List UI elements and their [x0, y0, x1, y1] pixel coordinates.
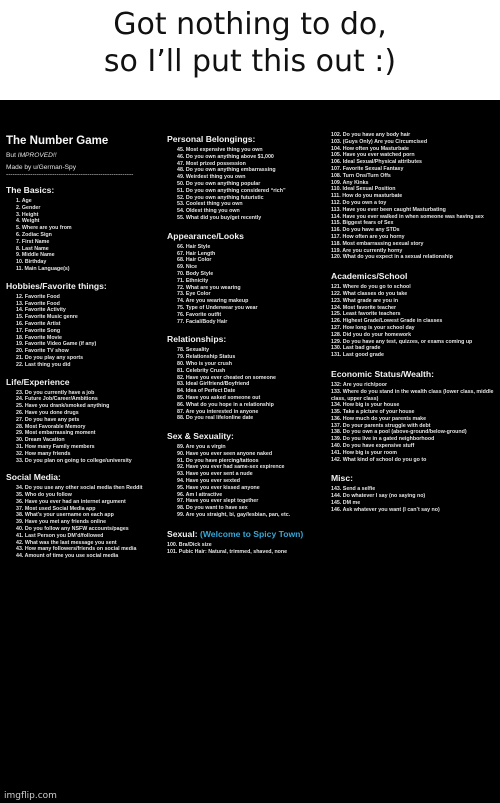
list-item: 66. Hair Style	[177, 243, 211, 250]
list-item: 90. Have you ever seen anyone naked	[177, 450, 273, 457]
list-item: 69. Nice	[177, 264, 198, 271]
list-item: 126. Highest Grade/Lowest Grade in classes	[331, 318, 443, 325]
list-item: 45. Most expensive thing you own	[177, 147, 263, 153]
list-item: 30. Dream Vacation	[16, 437, 65, 444]
list-item: 52. Do you own anything futuristic	[177, 194, 264, 201]
list-item: 143. Send a selfie	[331, 486, 376, 493]
list-item: 50. Do you own anything popular	[177, 180, 261, 187]
list-item: 26. Have you done drugs	[16, 409, 79, 416]
list-item: 25. Have you drank/smoked anything	[16, 403, 110, 410]
list-item: 83. Ideal Girlfriend/Boyfriend	[177, 381, 250, 388]
section-heading-sexual: Sexual: (Welcome to Spicy Town)	[167, 528, 304, 539]
list-item: 130. Last bad grade	[331, 345, 381, 352]
divider-line: ----------------------------------------------------------	[6, 172, 134, 178]
list-item: 108. Turn Ons/Turn Offs	[331, 172, 391, 179]
list-item: 136. How much do your parents make	[331, 415, 427, 422]
list-item: 111. How do you masturbate	[331, 193, 403, 200]
list-item: 103. (Guys Only) Are you Circumcised	[331, 138, 428, 145]
list-item: 23. Do you currently have a job	[16, 389, 95, 396]
list-belongings	[167, 147, 327, 222]
panel-title: The Number Game	[6, 135, 109, 147]
list-item: 123. What grade are you in	[331, 297, 399, 304]
list-item: 48. Do you own anything embarrassing	[177, 167, 276, 174]
list-item: 99. Are you straight, bi, gay/lesbian, pan, etc.	[177, 512, 291, 519]
list-basics	[6, 198, 158, 273]
list-item: 14. Favorite Activity	[16, 307, 66, 314]
list-item: 16. Favorite Artist	[16, 320, 61, 327]
list-item: 115. Biggest fears of Sex	[331, 220, 394, 227]
list-item: 119. Are you currently horny	[331, 247, 403, 254]
list-life	[6, 390, 158, 465]
section-heading-social: Social Media:	[6, 472, 61, 483]
list-item: 87. Are you interested in anyone	[177, 408, 259, 415]
list-item: 86. What do you hope in a relationship	[177, 401, 274, 408]
list-item: 13. Favorite Food	[16, 300, 60, 307]
list-item: 44. Amount of time you use social media	[16, 553, 119, 560]
section-heading-belongings: Personal Belongings:	[167, 134, 256, 144]
list-item: 22. Last thing you did	[16, 361, 71, 368]
list-item: 41. Last Person you DM’d/followed	[16, 532, 104, 539]
list-item: 94. Have you ever sexted	[177, 478, 241, 485]
list-item: 89. Are you a virgin	[177, 444, 226, 451]
list-item: 29. Most embarrassing moment	[16, 430, 96, 437]
list-item: 35. Who do you follow	[16, 492, 72, 499]
list-item: 51. Do you own anything considered “rich”	[177, 187, 286, 194]
list-item: 79. Relationship Status	[177, 354, 236, 361]
list-sexual	[167, 542, 327, 556]
list-item: 139. Do you live in a gated neighborhood	[331, 436, 435, 443]
list-item: 137. Do your parents struggle with debt	[331, 422, 431, 429]
list-item: 10. Birthday	[16, 259, 47, 266]
list-item: 38. What’s your username on each app	[16, 512, 114, 519]
list-item: 145. DM me	[331, 500, 361, 507]
list-item: 33. Do you plan on going to college/university	[16, 457, 132, 464]
list-item: 117. How often are you horny	[331, 233, 405, 240]
list-item: 7. First Name	[16, 238, 50, 245]
section-heading-hobbies: Hobbies/Favorite things:	[6, 280, 107, 291]
list-item: 54. Oldest thing you own	[177, 208, 240, 215]
section-heading-looks: Appearance/Looks	[167, 230, 244, 241]
list-item: 97. Have you ever slept together	[177, 498, 259, 505]
section-heading-sex: Sex & Sexuality:	[167, 431, 234, 442]
list-item: 122. What classes do you take	[331, 290, 408, 297]
list-item: 127. How long is your school day	[331, 324, 415, 331]
list-item: 140. Do you have expensive stuff	[331, 443, 415, 450]
list-item: 146. Ask whatever you want (I can’t say no)	[331, 506, 440, 513]
list-item: 75. Type of Underwear you wear	[177, 304, 258, 311]
list-item: 121. Where do you go to school	[331, 284, 411, 291]
list-item: 53. Coolest thing you own	[177, 201, 243, 208]
list-item: 120. What do you expect in a sexual relationship	[331, 254, 453, 261]
list-item: 93. Have you ever sent a nude	[177, 471, 253, 478]
list-item: 1. Age	[16, 198, 32, 204]
list-item: 114. Have you ever walked in when someone was having sex	[331, 213, 484, 220]
list-relationships	[167, 347, 327, 422]
list-item: 84. Idea of Perfect Date	[177, 388, 236, 395]
list-item: 116. Do you have any STDs	[331, 227, 400, 234]
list-item: 125. Least favorite teachers	[331, 311, 401, 318]
list-item: 124. Most favorite teacher	[331, 304, 397, 311]
list-item: 106. Ideal Sexual/Physical attributes	[331, 159, 422, 166]
list-item: 46. Do you own anything above $1,000	[177, 153, 274, 160]
list-item: 73. Eye Color	[177, 291, 211, 298]
list-academics	[331, 284, 497, 359]
section-heading-academics: Academics/School	[331, 271, 408, 282]
list-item: 74. Are you wearing makeup	[177, 298, 249, 305]
section-heading-relationships: Relationships:	[167, 334, 227, 345]
subtitle-author: Made by u/German-Spy	[6, 164, 76, 171]
list-item: 128. Did you do your homework	[331, 331, 412, 338]
list-item: 132: Are you rich/poor	[331, 381, 388, 388]
list-item: 3. Height	[16, 211, 39, 218]
list-item: 55. What did you buy/get recently	[177, 214, 262, 221]
list-item: 118. Most embarrassing sexual story	[331, 240, 424, 247]
list-economic	[331, 382, 497, 464]
list-item: 76. Favorite outfit	[177, 311, 222, 318]
list-item: 18. Favorite Movie	[16, 334, 62, 341]
list-item: 104. How often you Masturbate	[331, 145, 409, 152]
list-item: 8. Last Name	[16, 245, 49, 252]
list-item: 72. What are you wearing	[177, 284, 241, 291]
list-item: 71. Ethnicity	[177, 277, 209, 284]
list-item: 129. Do you have any test, quizzes, or exams coming up	[331, 338, 473, 345]
list-item: 5. Where are you from	[16, 225, 72, 232]
caption-line-1: Got nothing to do,	[113, 7, 387, 42]
list-item: 91. Do you have piercing/tattoos	[177, 457, 259, 464]
list-item: 144. Do whatever I say (no saying no)	[331, 493, 426, 500]
column-2	[167, 100, 327, 555]
list-item: 113. Have you ever been caught Masturbating	[331, 206, 446, 213]
list-item: 135. Take a picture of your house	[331, 409, 415, 416]
list-item: 107. Favorite Sexual Fantasy	[331, 165, 404, 172]
list-item: 82. Have you ever cheated on someone	[177, 374, 276, 381]
section-heading-misc: Misc:	[331, 473, 353, 484]
list-item: 31. How many Family members	[16, 443, 95, 450]
list-item: 20. Favorite TV show	[16, 348, 69, 355]
list-item: 34. Do you use any other social media then Reddit	[16, 485, 143, 492]
list-item: 131. Last good grade	[331, 352, 384, 359]
list-item: 17. Favorite Song	[16, 327, 61, 334]
list-item: 134. How big is your house	[331, 402, 400, 409]
list-item: 109. Any Kinks	[331, 179, 369, 186]
section-heading-basics: The Basics:	[6, 185, 55, 195]
list-misc	[331, 486, 497, 513]
list-item: 47. Most prized possession	[177, 160, 246, 167]
list-item: 78. Sexuality	[177, 347, 210, 354]
list-item: 67. Hair Length	[177, 250, 216, 257]
list-item: 101. Pubic Hair: Natural, trimmed, shaved, none	[167, 548, 288, 555]
list-item: 92. Have you ever had same-sex expirence	[177, 464, 285, 471]
list-item: 80. Who is your crush	[177, 360, 233, 367]
list-item: 11. Main Language(s)	[16, 265, 70, 272]
list-item: 40. Do you follow any NSFW accounts/pages	[16, 526, 129, 533]
spicy-town-label: (Welcome to Spicy Town)	[199, 528, 304, 539]
list-item: 9. Middle Name	[16, 252, 55, 259]
list-hobbies	[6, 294, 158, 369]
column-3	[331, 100, 497, 514]
meme-caption	[0, 6, 500, 80]
list-sexual-continued	[331, 132, 497, 261]
imgflip-watermark: imgflip.com	[4, 791, 57, 801]
list-item: 2. Gender	[16, 204, 41, 211]
list-item: 77. Facial/Body Hair	[177, 318, 228, 325]
list-item: 100. Bra/Dick size	[167, 541, 212, 548]
caption-line-2: so I’ll put this out :)	[103, 44, 397, 79]
list-item: 39. Have you met any friends online	[16, 519, 107, 526]
list-item: 42. What was the last message you sent	[16, 539, 117, 546]
list-item: 141. How big is your room	[331, 449, 397, 456]
list-item: 138. Do you own a pool (above-ground/below-ground)	[331, 429, 467, 436]
list-item: 4. Weight	[16, 218, 40, 225]
subtitle-improved: But IMPROVED!!	[6, 152, 57, 159]
list-item: 96. Am I attractive	[177, 491, 223, 498]
list-item: 6. Zodiac Sign	[16, 231, 52, 238]
list-item: 112. Do you own a toy	[331, 199, 387, 206]
list-item: 49. Weirdest thing you own	[177, 174, 246, 181]
section-heading-life: Life/Experience	[6, 376, 70, 387]
list-item: 81. Celebrity Crush	[177, 367, 226, 374]
list-item: 105. Have you ever watched porn	[331, 152, 415, 159]
list-item: 43. How many followers/friends on social media	[16, 546, 137, 553]
list-item: 110. Ideal Sexual Position	[331, 186, 396, 193]
list-item: 28. Most Favorable Memory	[16, 423, 86, 430]
column-1	[6, 100, 158, 560]
list-item: 21. Do you play any sports	[16, 354, 84, 361]
list-item: 133. Where do you stand in the wealth class (lower class, middle class, upper class)	[331, 388, 494, 402]
list-item: 95. Have you ever kissed anyone	[177, 484, 260, 491]
list-item: 15. Favorite Music genre	[16, 314, 78, 321]
list-item: 19. Favorite Video Game (if any)	[16, 341, 97, 348]
list-item: 88. Do you real life/online date	[177, 415, 254, 422]
list-item: 68. Hair Color	[177, 257, 212, 264]
list-social	[6, 485, 158, 560]
section-heading-economic: Economic Status/Wealth:	[331, 368, 434, 379]
list-item: 98. Do you want to have sex	[177, 505, 248, 512]
list-item: 36. Have you ever had an internet argument	[16, 498, 126, 505]
list-sex	[167, 444, 327, 519]
list-item: 12. Favorite Food	[16, 293, 60, 300]
list-item: 70. Body Style	[177, 270, 214, 277]
list-item: 85. Have you asked someone out	[177, 394, 261, 401]
list-item: 24. Future Job/Career/Ambitions	[16, 396, 98, 403]
list-item: 37. Most used Social Media app	[16, 505, 96, 512]
list-item: 27. Do you have any pets	[16, 416, 80, 423]
list-item: 32. How many friends	[16, 450, 71, 457]
list-item: 102. Do you have any body hair	[331, 132, 411, 138]
list-item: 142. What kind of school do you go to	[331, 456, 427, 463]
number-game-panel	[0, 100, 500, 803]
list-looks	[167, 244, 327, 326]
